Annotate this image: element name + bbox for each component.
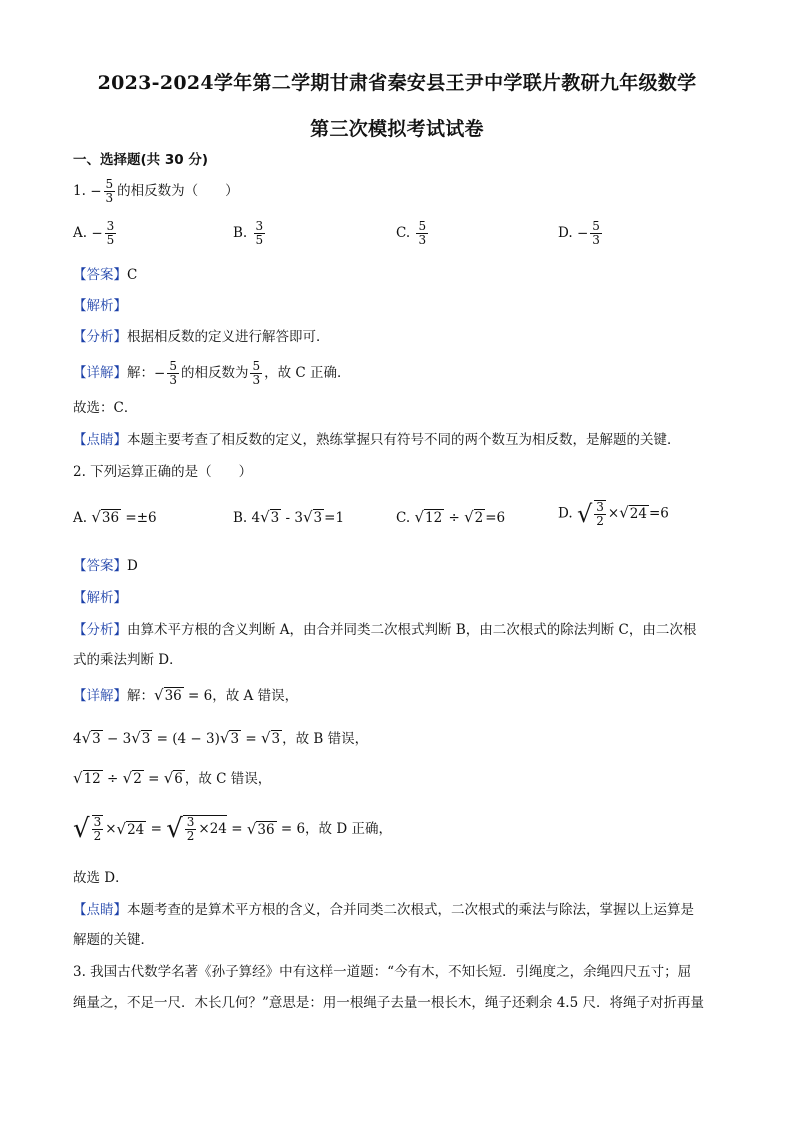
detail-text: ，故 C 正确．: [264, 365, 351, 381]
q2-comment-line2: 解题的关键．: [73, 932, 154, 948]
detail-text: ×: [105, 821, 117, 837]
radicand: 2: [133, 771, 142, 787]
radicand: 6: [174, 771, 183, 787]
q1-option-a: [73, 220, 118, 247]
fraction-denominator: 3: [418, 233, 427, 247]
radical-sign: √: [116, 820, 127, 838]
q2-comment-line1: [73, 900, 694, 920]
detail-text: =: [226, 821, 247, 837]
radical-sign: √: [154, 686, 164, 704]
q2-option-c: [396, 508, 505, 526]
detail-text: = (4 − 3): [152, 731, 220, 747]
q2-option-b: [233, 508, 344, 526]
detail-prefix: 解：: [127, 365, 154, 381]
option-text: ÷: [444, 510, 465, 526]
fraction: [167, 360, 179, 387]
radical-sign: √: [73, 769, 83, 787]
fraction-numerator: 3: [186, 815, 195, 829]
radicand: 3: [230, 731, 240, 747]
fraction-denominator: 2: [596, 514, 604, 528]
answer-value: D: [127, 558, 138, 574]
detail-text: ÷: [102, 771, 123, 787]
radicand: 36: [164, 688, 182, 704]
q2-detail-line1: [73, 685, 298, 706]
option-label: C.: [396, 510, 411, 526]
option-text: =1: [324, 510, 345, 526]
fenxi-text: 根据相反数的定义进行解答即可．: [127, 329, 330, 345]
fraction-denominator: 5: [106, 233, 115, 247]
answer-value: C: [127, 267, 138, 283]
q2-choose: 故选 D．: [73, 870, 129, 886]
answer-tag: 【答案】: [73, 267, 127, 283]
radical-sign: √: [122, 769, 133, 787]
fraction-numerator: 3: [255, 219, 264, 233]
fraction: [92, 815, 104, 843]
fraction: [590, 220, 602, 247]
fraction: [250, 360, 262, 387]
minus-sign: −: [576, 225, 589, 242]
detail-text: − 3: [102, 731, 132, 747]
fraction: [254, 220, 266, 247]
answer-tag: 【答案】: [73, 558, 127, 574]
q3-line2: 绳量之，不足一尺．木长几何？”意思是：用一根绳子去量一根长木，绳子还剩余 4.5 尺．将绳子对折再量: [73, 995, 704, 1011]
radicand: 3: [141, 731, 151, 747]
option-label: A.: [73, 510, 88, 526]
q1-option-d: [558, 220, 604, 247]
radicand-group: [183, 815, 227, 843]
detail-tag: 【详解】: [73, 688, 127, 704]
fraction-numerator: 5: [418, 219, 427, 233]
comment-tag: 【点睛】: [73, 432, 127, 448]
detail-text: = 6，故 A 错误，: [183, 688, 299, 704]
fraction-denominator: 3: [592, 233, 600, 247]
fraction-numerator: 5: [105, 177, 114, 191]
radicand: 2: [474, 510, 484, 526]
fenxi-tag: 【分析】: [73, 329, 127, 345]
fenxi-text: 由算术平方根的含义判断 A，由合并同类二次根式判断 B，由二次根式的除法判断 C，由二次根: [127, 622, 697, 638]
detail-text: 4: [73, 731, 82, 747]
option-text: - 3: [281, 510, 303, 526]
q2-fenxi-line2: 式的乘法判断 D．: [73, 652, 183, 668]
comment-tag: 【点睛】: [73, 902, 127, 918]
radical-sign: √: [260, 508, 270, 526]
q1-comment: [73, 430, 681, 450]
q2-option-d: [558, 500, 669, 528]
option-label: A.: [73, 225, 88, 241]
radicand: 12: [425, 510, 443, 526]
comment-text: 本题考查的是算术平方根的含义，合并同类二次根式，二次根式的乘法与除法，掌握以上运算是: [127, 902, 694, 918]
detail-text: =: [146, 821, 167, 837]
detail-text: =: [143, 771, 164, 787]
radical-sign: √: [464, 508, 474, 526]
fenxi-tag: 【分析】: [73, 622, 127, 638]
radical-sign: √: [576, 500, 593, 528]
fraction: [105, 220, 117, 247]
minus-sign: −: [90, 183, 102, 200]
fraction-numerator: 5: [592, 219, 600, 233]
fraction: [416, 220, 428, 247]
fraction-denominator: 2: [186, 829, 195, 843]
radical-sign: √: [131, 729, 141, 747]
fraction-denominator: 2: [93, 829, 102, 843]
fraction-numerator: 3: [93, 815, 102, 829]
section-heading: 一、选择题(共 30 分): [73, 152, 209, 168]
fraction: [185, 816, 197, 843]
option-label: C.: [396, 225, 411, 241]
radical-sign: √: [91, 508, 101, 526]
radical-sign: √: [81, 729, 92, 747]
radicand: 36: [257, 821, 275, 838]
comment-text: 本题主要考查了相反数的定义，熟练掌握只有符号不同的两个数互为相反数，是解题的关键．: [127, 432, 681, 448]
q1-fenxi: [73, 327, 330, 347]
option-label: B.: [233, 225, 248, 241]
radicand: 12: [83, 771, 101, 787]
option-label: D.: [558, 505, 573, 522]
q2-answer: [73, 556, 138, 576]
exam-title-line2: 第三次模拟考试试卷: [310, 118, 484, 140]
radical-sign: √: [219, 729, 230, 747]
q1-answer: [73, 265, 137, 285]
radicand: 3: [270, 510, 280, 526]
radicand: 3: [92, 731, 101, 747]
fraction-denominator: 5: [255, 233, 264, 247]
detail-text: ，故 B 错误，: [282, 731, 369, 747]
option-text: =±6: [121, 510, 157, 526]
q1-stem: [73, 178, 239, 205]
radical-sign: √: [166, 814, 183, 844]
fraction-numerator: 3: [106, 219, 115, 233]
fraction-numerator: 5: [169, 359, 177, 373]
radical-sign: √: [260, 729, 271, 747]
q1-choose: 故选：C．: [73, 400, 138, 416]
fraction-denominator: 3: [252, 373, 261, 387]
q1-option-b: [233, 220, 267, 247]
minus-sign: −: [91, 225, 103, 242]
fraction: [594, 500, 606, 528]
q3-line1: 3. 我国古代数学名著《孙子算经》中有这样一道题：“今有木，不知长短．引绳度之，余绳四尺五寸；屈: [73, 964, 692, 980]
q1-option-c: [396, 220, 430, 247]
detail-text: ，故 C 错误，: [184, 771, 272, 787]
fraction-denominator: 3: [105, 191, 114, 205]
radical-sign: √: [619, 503, 629, 522]
radicand: 36: [101, 510, 120, 526]
detail-tag: 【详解】: [73, 365, 127, 381]
option-label: D.: [558, 225, 573, 241]
exam-title-line1: 2023-2024学年第二学期甘肃省秦安县王尹中学联片教研九年级数学: [97, 72, 697, 94]
q2-detail-line4: [73, 815, 392, 843]
radical-sign: √: [414, 508, 424, 526]
q2-detail-line2: [73, 728, 368, 749]
option-text: =6: [648, 505, 669, 522]
option-label: B. 4: [233, 510, 261, 526]
fraction-numerator: 3: [596, 500, 604, 514]
fraction-numerator: 5: [252, 359, 261, 373]
detail-prefix: 解：: [127, 688, 154, 704]
q2-fenxi-line1: [73, 620, 696, 640]
option-text: =6: [485, 510, 506, 526]
q2-analysis-tag: 【解析】: [73, 590, 127, 606]
q1-analysis-tag: 【解析】: [73, 298, 127, 314]
radical-sign: √: [302, 508, 313, 526]
q2-stem: 2. 下列运算正确的是（ ）: [73, 464, 253, 480]
radical-sign: √: [246, 820, 257, 838]
q1-number: 1.: [73, 183, 86, 199]
fraction-denominator: 3: [169, 373, 177, 387]
fraction: [104, 178, 116, 205]
q1-stem-text: 的相反数为（ ）: [117, 183, 239, 199]
radicand: 3: [271, 731, 281, 747]
radical-sign: √: [163, 769, 174, 787]
q2-option-a: [73, 508, 157, 526]
radicand: 3: [313, 510, 323, 526]
detail-text: = 6，故 D 正确，: [276, 821, 392, 837]
radicand: 24: [127, 821, 145, 838]
radical-sign: √: [73, 814, 90, 844]
q1-detail: [73, 360, 351, 387]
detail-text: 的相反数为: [180, 365, 249, 381]
option-text: ×: [607, 505, 620, 522]
radicand: 24: [629, 505, 647, 522]
detail-text: ×24: [198, 821, 227, 837]
detail-text: =: [241, 731, 261, 747]
minus-sign: −: [154, 365, 166, 382]
q2-detail-line3: [73, 768, 271, 789]
